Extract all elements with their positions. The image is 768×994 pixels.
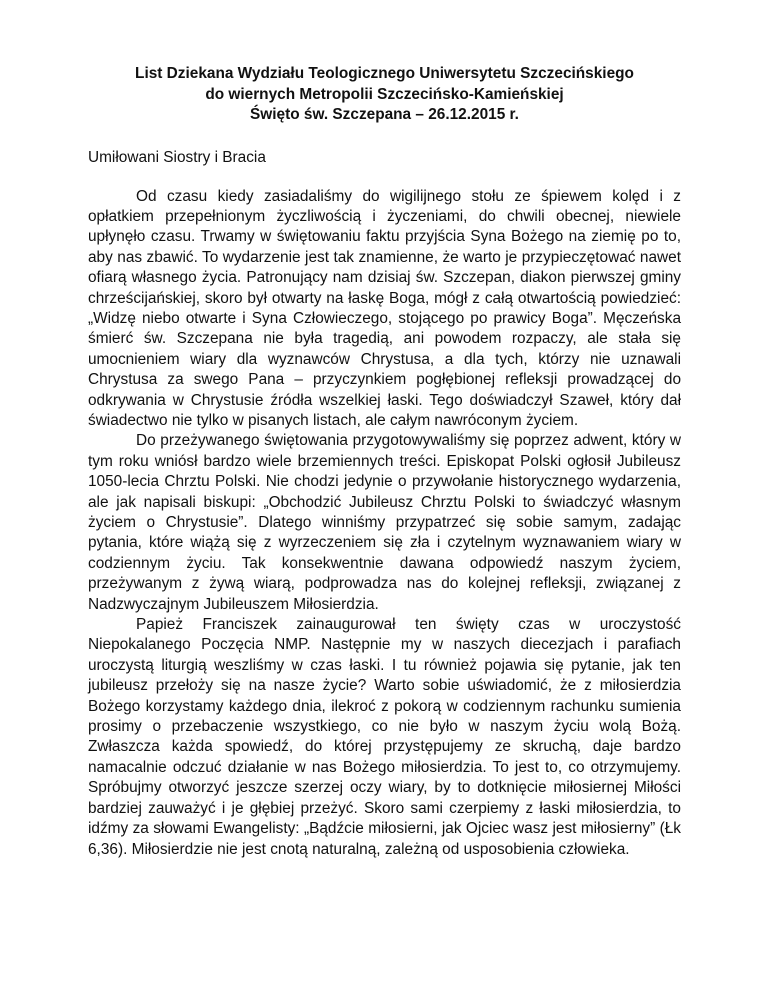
letter-page <box>88 64 681 860</box>
title-line-2: do wiernych Metropolii Szczecińsko-Kamieńskiej <box>205 85 564 103</box>
paragraph-2: Do przeżywanego świętowania przygotowywaliśmy się poprzez adwent, który w tym roku wniósł bardzo wiele brzemiennych treści. Episkopat Polski ogłosił Jubileusz 1050-lecia Chrztu Polski. Nie chodzi jedynie o przywołanie historycznego wydarzenia, ale jak napisali biskupi: „Obchodzić Jubileusz Chrztu Polski to świadczyć własnym życiem o Chrystusie”. Dlatego winniśmy przypatrzeć się sobie samym, zadając pytania, które wiążą się z wyrzeczeniem się zła i czytelnym wyznawaniem wiary w codziennym życiu. Tak konsekwentnie dawana odpowiedź naszym życiem, przeżywanym z żywą wiarą, podprowadza nas do kolejnej refleksji, związanej z Nadzwyczajnym Jubileuszem Miłosierdzia. <box>88 432 681 613</box>
paragraph-3: Papież Franciszek zainaugurował ten święty czas w uroczystość Niepokalanego Poczęcia NMP. Następnie my w naszych diecezjach i parafiach uroczystą liturgią weszliśmy w czas łaski. I tu również pojawia się pytanie, jak ten jubileusz przełoży się na nasze życie? Warto sobie uświadomić, że z miłosierdzia Bożego korzystamy każdego dnia, ilekroć z pokorą w codziennym rachunku sumienia prosimy o przebaczenie wszystkiego, co nie było w naszym życiu wolą Bożą. Zwłaszcza każda spowiedź, do której przystępujemy ze skruchą, daje bardzo namacalnie odczuć działanie w nas Bożego miłosierdzia. To jest to, co otrzymujemy. Spróbujmy otworzyć jeszcze szerzej oczy wiary, by to dotknięcie miłosiernej Miłości bardziej zauważyć i je głębiej przeżyć. Skoro sami czerpiemy z łaski miłosierdzia, to idźmy za słowami Ewangelisty: „Bądźcie miłosierni, jak Ojciec wasz jest miłosierny” (Łk 6,36). Miłosierdzie nie jest cnotą naturalną, zależną od usposobienia człowieka. <box>88 616 681 858</box>
paragraph-1: Od czasu kiedy zasiadaliśmy do wigilijnego stołu ze śpiewem kolęd i z opłatkiem przepełnionym życzliwością i życzeniami, do chwili obecnej, niewiele upłynęło czasu. Trwamy w świętowaniu faktu przyjścia Syna Bożego na ziemię po to, aby nas zbawić. To wydarzenie jest tak znamienne, że warto je przypieczętować nawet ofiarą własnego życia. Patronujący nam dzisiaj św. Szczepan, diakon pierwszej gminy chrześcijańskiej, skoro był otwarty na łaskę Boga, mógł z całą otwartością powiedzieć: „Widzę niebo otwarte i Syna Człowieczego, stojącego po prawicy Boga”. Męczeńska śmierć św. Szczepana nie była tragedią, ani powodem rozpaczy, ale stała się umocnieniem wiary dla wyznawców Chrystusa, a dla tych, którzy nie uznawali Chrystusa za swego Pana – przyczynkiem pogłębionej refleksji prowadzącej do odkrywania w Chrystusie źródła wszelkiej łaski. Tego doświadczył Szaweł, który dał świadectwo nie tylko w pisanych listach, ale całym nawróconym życiem. <box>88 187 681 429</box>
salutation: Umiłowani Siostry i Bracia <box>88 148 266 166</box>
title-line-3: Święto św. Szczepana – 26.12.2015 r. <box>250 106 519 123</box>
letter-title <box>88 64 681 126</box>
title-line-1: List Dziekana Wydziału Teologicznego Uniwersytetu Szczecińskiego <box>135 65 634 82</box>
